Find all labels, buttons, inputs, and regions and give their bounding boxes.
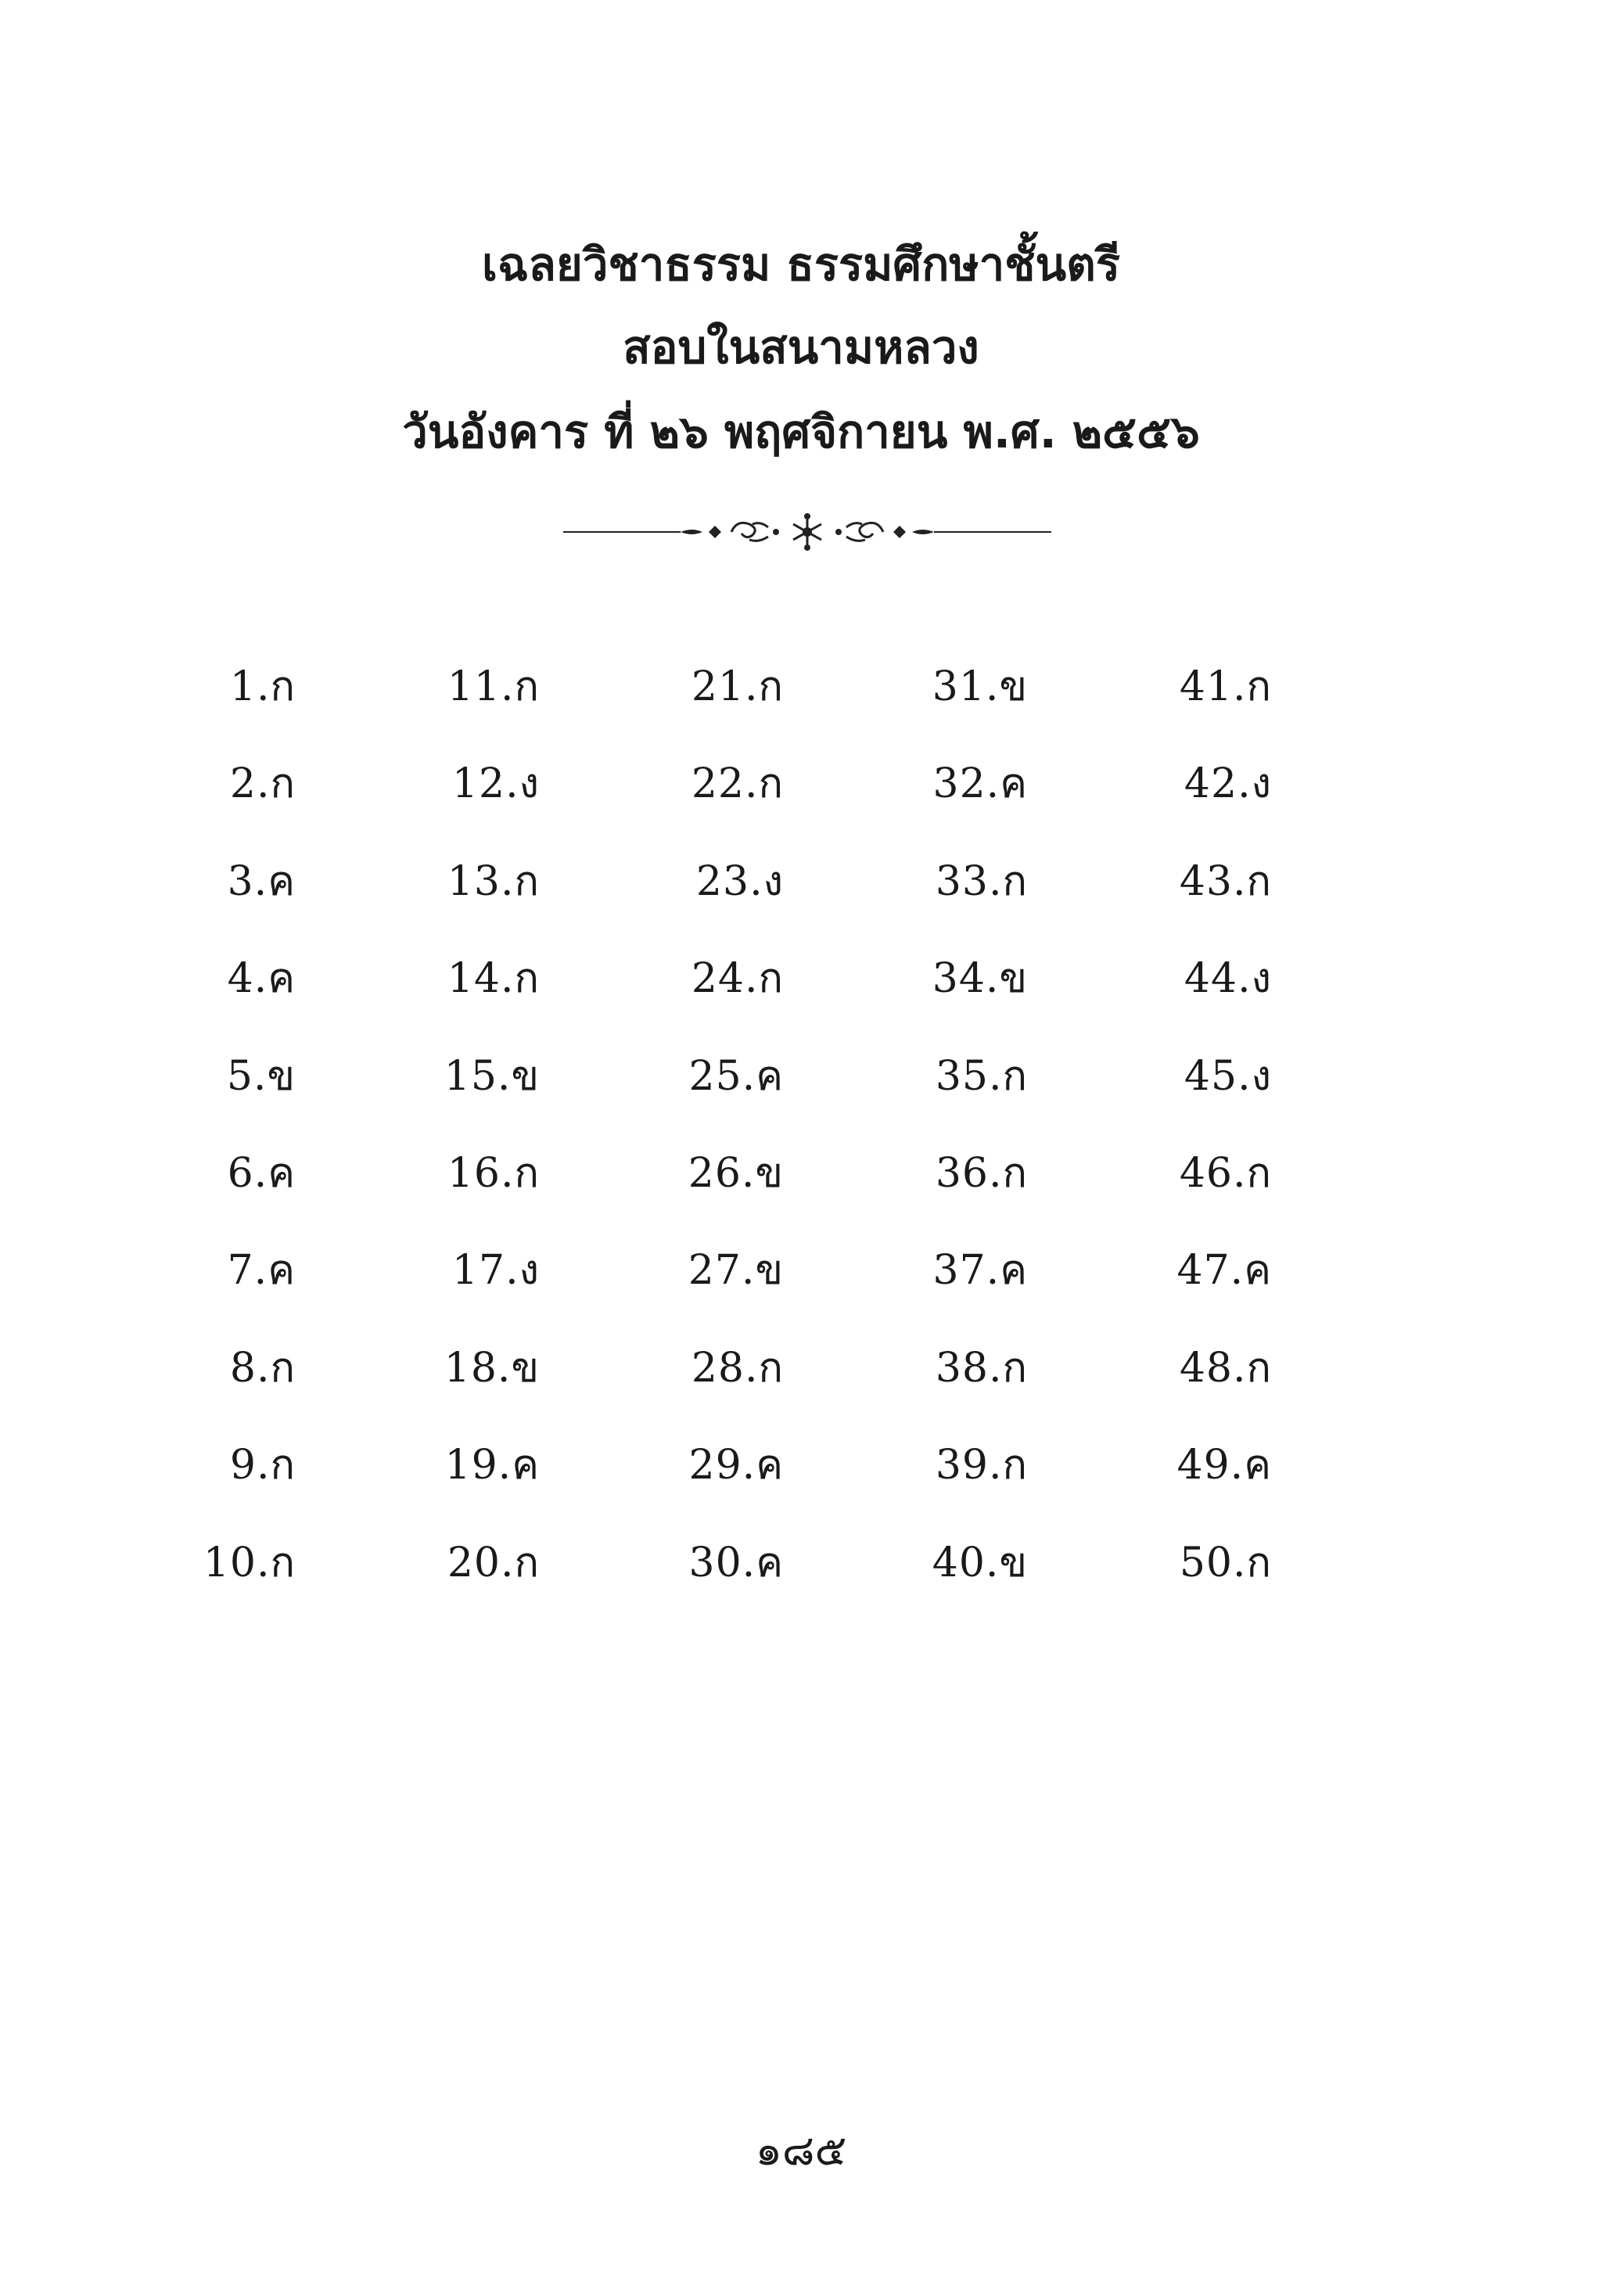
answer-item: 46.ก [1179,1150,1272,1197]
answer-item: 3.ค [227,858,296,905]
answer-item: 4.ค [227,955,296,1002]
answer-item: 26.ข [688,1150,784,1197]
answer-item: 35.ก [935,1053,1028,1100]
answer-item: 15.ข [444,1053,540,1100]
answer-item: 18.ข [444,1345,540,1392]
answer-item: 20.ก [447,1540,540,1586]
answer-item: 28.ก [691,1345,784,1392]
answer-item: 43.ก [1179,858,1272,905]
answer-item: 12.ง [451,760,540,807]
answer-item: 41.ก [1179,663,1272,710]
answer-item: 40.ข [932,1540,1028,1586]
answer-item: 17.ง [451,1247,540,1294]
page-title: เฉลยวิชาธรรม ธรรมศึกษาชั้นตรี [482,238,1120,291]
answer-item: 38.ก [935,1345,1028,1392]
answer-item: 29.ค [688,1442,784,1489]
answer-item: 25.ค [688,1053,784,1100]
answer-item: 2.ก [229,760,296,807]
answer-item: 1.ก [229,663,296,710]
answer-item: 30.ค [688,1540,784,1586]
exam-date: วันอังคาร ที่ ๒๖ พฤศจิกายน พ.ศ. ๒๕๕๖ [402,405,1200,458]
answer-item: 14.ก [447,955,540,1002]
answer-item: 42.ง [1184,760,1272,807]
answer-item: 5.ข [226,1053,296,1100]
answer-item: 22.ก [691,760,784,807]
answer-item: 36.ก [935,1150,1028,1197]
exam-venue: สอบในสนามหลวง [623,321,979,374]
answer-item: 16.ก [447,1150,540,1197]
answer-item: 48.ก [1179,1345,1272,1392]
answer-item: 10.ก [203,1540,296,1586]
answer-item: 11.ก [447,663,540,710]
answer-item: 19.ค [444,1442,540,1489]
answer-item: 6.ค [227,1150,296,1197]
answer-item: 32.ค [932,760,1028,807]
answer-item: 7.ค [227,1247,296,1294]
answer-item: 8.ก [229,1345,296,1392]
page-number: ๑๘๕ [755,2125,847,2175]
answer-item: 47.ค [1176,1247,1272,1294]
answer-item: 44.ง [1184,955,1272,1002]
answer-item: 24.ก [691,955,784,1002]
answer-item: 39.ก [935,1442,1028,1489]
answer-item: 27.ข [688,1247,784,1294]
answer-item: 37.ค [932,1247,1028,1294]
answer-item: 33.ก [935,858,1028,905]
answer-item: 9.ก [229,1442,296,1489]
answer-item: 50.ก [1179,1540,1272,1586]
answer-item: 13.ก [447,858,540,905]
answer-item: 34.ข [932,955,1028,1002]
answer-item: 31.ข [932,663,1028,710]
answer-item: 21.ก [691,663,784,710]
answer-item: 23.ง [695,858,784,905]
answer-item: 45.ง [1184,1053,1272,1100]
answer-item: 49.ค [1176,1442,1272,1489]
